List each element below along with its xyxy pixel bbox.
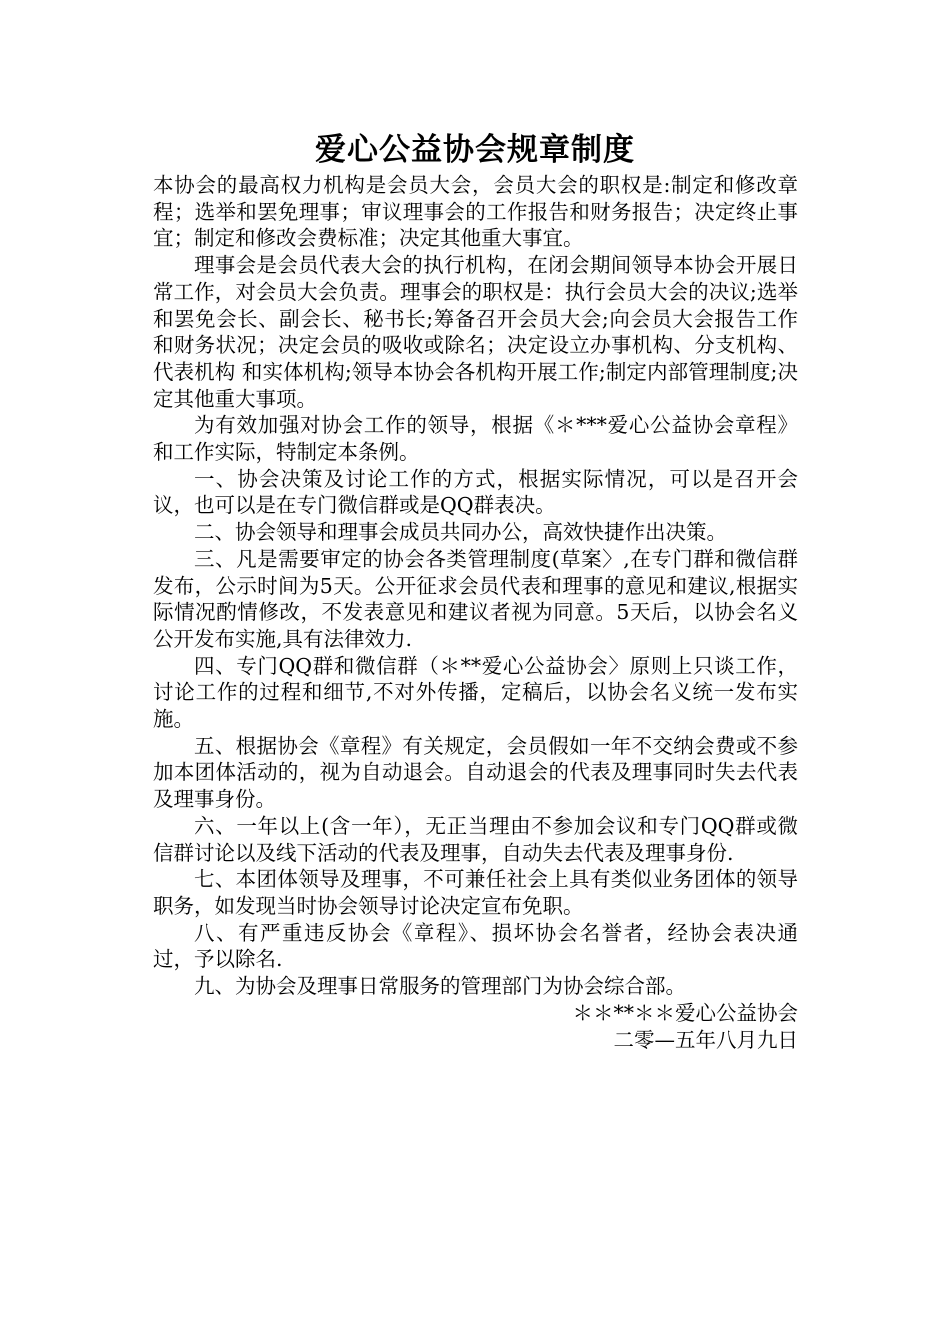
paragraph-rule-1: 一、协会决策及讨论工作的方式，根据实际情况，可以是召开会议，也可以是在专门微信群或是QQ群表决。 xyxy=(153,466,798,518)
paragraph-rule-9: 九、为协会及理事日常服务的管理部门为协会综合部。 xyxy=(194,974,686,999)
signature-organization: ＊＊**＊＊爱心公益协会 xyxy=(572,1000,798,1025)
paragraph-rule-3: 三、凡是需要审定的协会各类管理制度(草案〉,在专门群和微信群发布，公示时间为5天。公开征求会员代表和理事的意见和建议,根据实际情况酌情修改，不发表意见和建议者视为同意。5天后，以协会名义公开发布实施,具有法律效力. xyxy=(153,546,798,651)
paragraph-rule-8: 八、有严重违反协会《章程》、损坏协会名誉者，经协会表决通过，予以除名. xyxy=(153,920,798,972)
document-title: 爱心公益协会规章制度 xyxy=(315,132,635,168)
document-body xyxy=(153,172,798,1053)
paragraph-rule-2: 二、协会领导和理事会成员共同办公，高效快捷作出决策。 xyxy=(194,520,727,545)
paragraph-general-assembly: 本协会的最高权力机构是会员大会，会员大会的职权是:制定和修改章程；选举和罢免理事；审议理事会的工作报告和财务报告；决定终止事宜；制定和修改会费标准；决定其他重大事宜。 xyxy=(153,173,798,251)
paragraph-rule-5: 五、根据协会《章程》有关规定，会员假如一年不交纳会费或不参加本团体活动的，视为自动退会。自动退会的代表及理事同时失去代表及理事身份。 xyxy=(153,733,798,812)
paragraph-rule-4: 四、专门QQ群和微信群（＊**爱心公益协会〉原则上只谈工作，讨论工作的过程和细节,不对外传播，定稿后，以协会名义统一发布实施。 xyxy=(153,653,798,732)
paragraph-rule-7: 七、本团体领导及理事，不可兼任社会上具有类似业务团体的领导职务，如发现当时协会领导讨论决定宣布免职。 xyxy=(153,867,798,918)
paragraph-purpose: 为有效加强对协会工作的领导，根据《＊***爱心公益协会章程》和工作实际，特制定本条例。 xyxy=(153,413,798,465)
signature-date: 二零—五年八月九日 xyxy=(613,1027,798,1052)
paragraph-rule-6: 六、一年以上(含一年），无正当理由不参加会议和专门QQ群或微信群讨论以及线下活动的代表及理事，自动失去代表及理事身份. xyxy=(153,813,798,865)
paragraph-council: 理事会是会员代表大会的执行机构，在闭会期间领导本协会开展日常工作，对会员大会负责。理事会的职权是：执行会员大会的决议;选举和罢免会长、副会长、秘书长;筹备召开会员大会;向会员大会报告工作和财务状况；决定会员的吸收或除名；决定设立办事机构、分支机构、代表机构 和实体机构;领导本协会各机构开展工作;制定内部管理制度;决定其他重大事项。 xyxy=(153,253,798,411)
